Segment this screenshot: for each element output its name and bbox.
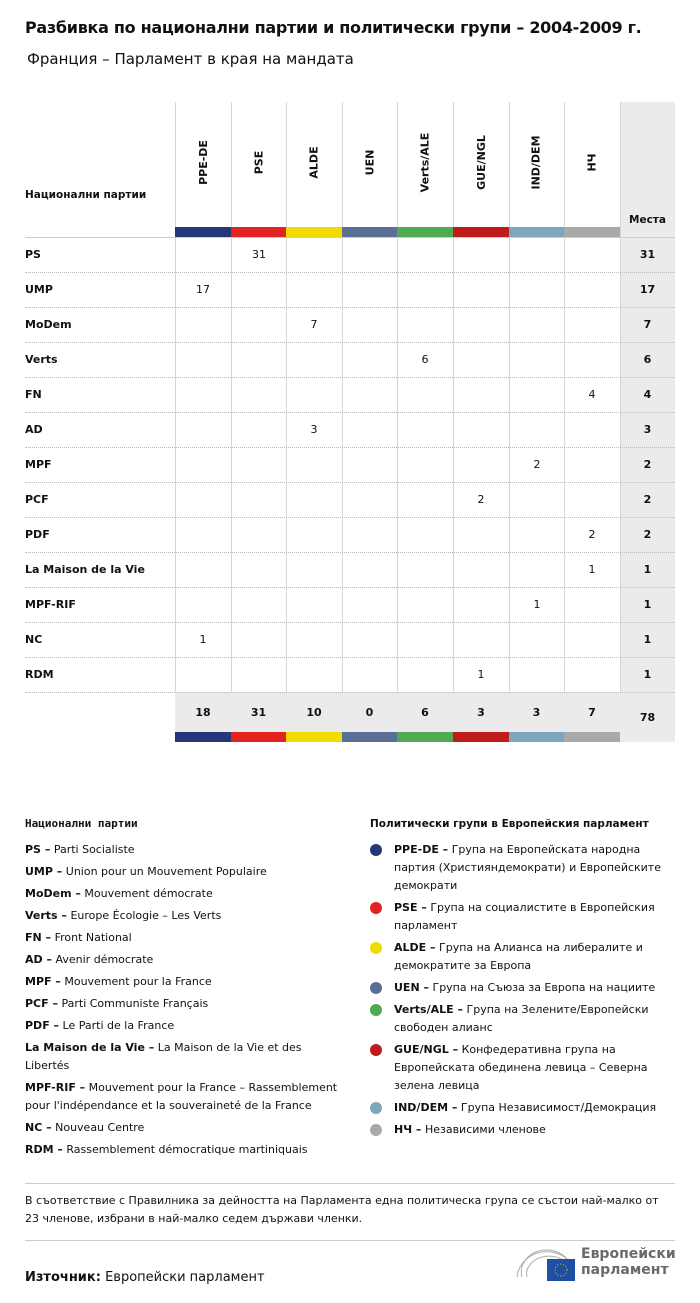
- group-total: 3: [532, 705, 541, 719]
- row-divider: [25, 692, 675, 693]
- party-name: Le Parti de la France: [62, 1019, 175, 1032]
- source-value: Европейски парламент: [105, 1270, 265, 1285]
- group-dot-icon: [370, 902, 382, 914]
- party-label: PS: [25, 248, 41, 261]
- row-divider: [25, 447, 675, 448]
- group-header-label: PPE-DE: [196, 139, 210, 185]
- seat-value: 1: [588, 563, 596, 576]
- party-abbr: AD –: [25, 953, 52, 966]
- group-header: [231, 102, 286, 222]
- group-color-bar: [286, 227, 342, 237]
- party-abbr: MoDem –: [25, 887, 81, 900]
- group-header: [509, 102, 564, 222]
- party-total: 1: [643, 598, 652, 611]
- group-name: Група на Съюза за Европа на нациите: [432, 981, 656, 994]
- legend-group-item: [370, 1121, 680, 1139]
- legend-party-item: [25, 885, 345, 903]
- legend-party-item: [25, 995, 345, 1013]
- legend-party-item: [25, 1039, 345, 1075]
- party-name: Mouvement démocrate: [84, 887, 213, 900]
- group-dot-icon: [370, 1004, 382, 1016]
- group-name: Конфедеративна група на Европейската обединена левица – Северна зелена левица: [394, 1043, 648, 1092]
- party-label: AD: [25, 423, 43, 436]
- group-abbr: UEN –: [394, 981, 429, 994]
- row-header: Национални партии: [25, 189, 147, 201]
- group-header-label: ALDE: [307, 145, 321, 179]
- party-total: 31: [639, 248, 656, 261]
- footnote: В съответствие с Правилника за дейността на Парламента една политическа група се състои най-малко от 23 членове, избрани в най-малко седем държави членки.: [25, 1183, 675, 1241]
- legend-parties: [25, 815, 345, 1163]
- group-name: Група на Европейската народна партия (Християндемократи) и Европейските демократи: [394, 843, 661, 892]
- seat-value: 3: [310, 423, 318, 436]
- party-abbr: MPF –: [25, 975, 61, 988]
- page-title: Разбивка по национални партии и политически групи – 2004-2009 г.: [25, 18, 642, 37]
- party-label: MPF: [25, 458, 52, 471]
- party-name: La Maison de la Vie et des Libertés: [25, 1041, 302, 1072]
- group-abbr: IND/DEM –: [394, 1101, 458, 1114]
- group-name: Група на Алианса на либералите и демократите за Европа: [394, 941, 643, 972]
- party-total: 17: [639, 283, 656, 296]
- group-desc: [394, 1121, 546, 1139]
- row-divider: [25, 482, 675, 483]
- party-abbr: PS –: [25, 843, 51, 856]
- group-color-bar: [453, 227, 509, 237]
- party-total: 1: [643, 563, 652, 576]
- row-divider: [25, 307, 675, 308]
- group-header: [453, 102, 509, 222]
- party-label: UMP: [25, 283, 53, 296]
- group-name: Независими членове: [424, 1123, 546, 1136]
- group-abbr: НЧ –: [394, 1123, 422, 1136]
- legend-group-item: [370, 979, 680, 997]
- group-name: Група на Зелените/Европейски свободен алианс: [394, 1003, 649, 1034]
- row-divider: [25, 342, 675, 343]
- group-total: 3: [477, 705, 485, 719]
- group-color-bar: [564, 227, 620, 237]
- seat-value: 17: [196, 283, 210, 296]
- party-label: NC: [25, 633, 43, 646]
- party-label: La Maison de la Vie: [25, 563, 145, 576]
- seat-value: 6: [421, 353, 429, 366]
- group-color-bar-bottom: [509, 732, 564, 742]
- legend-party-item: [25, 907, 345, 925]
- legend-party-item: [25, 1119, 345, 1137]
- party-name: Union pour un Mouvement Populaire: [65, 865, 267, 878]
- group-desc: [394, 899, 680, 935]
- party-abbr: La Maison de la Vie –: [25, 1041, 155, 1054]
- group-color-bar-bottom: [397, 732, 453, 742]
- group-desc: [394, 1099, 656, 1117]
- party-abbr: MPF-RIF –: [25, 1081, 86, 1094]
- seat-value: 31: [252, 248, 266, 261]
- group-abbr: PPE-DE –: [394, 843, 449, 856]
- group-desc: [394, 939, 680, 975]
- party-name: Front National: [54, 931, 132, 944]
- party-abbr: RDM –: [25, 1143, 63, 1156]
- group-header: [286, 102, 342, 222]
- source-label: Източник:: [25, 1270, 101, 1285]
- legend-groups-heading: Политически групи в Европейския парламент: [370, 818, 649, 830]
- party-abbr: UMP –: [25, 865, 63, 878]
- legend-groups: [370, 815, 680, 1143]
- group-dot-icon: [370, 982, 382, 994]
- party-name: Nouveau Centre: [55, 1121, 145, 1134]
- group-header-label: Verts/ALE: [418, 132, 432, 192]
- party-name: Parti Socialiste: [53, 843, 135, 856]
- row-divider: [25, 657, 675, 658]
- group-dot-icon: [370, 1044, 382, 1056]
- group-header-label: GUE/NGL: [474, 134, 488, 190]
- group-header-label: НЧ: [585, 152, 599, 172]
- group-header: [175, 102, 231, 222]
- legend-party-item: [25, 951, 345, 969]
- group-dot-icon: [370, 942, 382, 954]
- group-color-bar: [509, 227, 564, 237]
- seat-value: 1: [533, 598, 541, 611]
- seat-value: 2: [533, 458, 541, 471]
- group-total: 10: [306, 705, 322, 719]
- seat-value: 2: [477, 493, 485, 506]
- group-total: 7: [588, 705, 596, 719]
- legend-group-item: [370, 1041, 680, 1095]
- group-desc: [394, 841, 680, 895]
- party-abbr: FN –: [25, 931, 52, 944]
- seats-header: Места: [629, 214, 666, 226]
- group-total: 31: [250, 705, 267, 719]
- source: [25, 1270, 265, 1285]
- group-desc: [394, 1001, 680, 1037]
- group-color-bar: [342, 227, 397, 237]
- row-divider: [25, 412, 675, 413]
- legend-group-item: [370, 1001, 680, 1037]
- legend-group-item: [370, 899, 680, 935]
- party-name: Mouvement pour la France: [64, 975, 212, 988]
- party-name: Avenir démocrate: [55, 953, 154, 966]
- party-total: 3: [643, 423, 652, 436]
- seat-value: 7: [310, 318, 318, 331]
- party-name: Parti Communiste Français: [61, 997, 209, 1010]
- party-label: PCF: [25, 493, 49, 506]
- legend-parties-heading: Национални партии: [25, 817, 138, 830]
- legend-party-item: [25, 1017, 345, 1035]
- group-dot-icon: [370, 1124, 382, 1136]
- group-header: [397, 102, 453, 222]
- legend-party-item: [25, 929, 345, 947]
- row-divider: [25, 622, 675, 623]
- group-color-bar-bottom: [175, 732, 231, 742]
- group-header-label: UEN: [363, 149, 376, 175]
- group-name: Група на социалистите в Европейския парламент: [394, 901, 655, 932]
- row-divider: [25, 237, 675, 238]
- party-abbr: Verts –: [25, 909, 67, 922]
- party-abbr: PDF –: [25, 1019, 60, 1032]
- logo-text-1: Европейски: [581, 1246, 676, 1262]
- row-divider: [25, 272, 675, 273]
- legend-party-item: [25, 1141, 345, 1159]
- party-label: RDM: [25, 668, 54, 681]
- group-color-bar-bottom: [564, 732, 620, 742]
- party-total: 4: [643, 388, 652, 401]
- party-name: Europe Écologie – Les Verts: [70, 909, 222, 922]
- group-color-bar-bottom: [342, 732, 397, 742]
- grand-total: 78: [639, 710, 656, 724]
- legend-party-item: [25, 841, 345, 859]
- party-label: MPF-RIF: [25, 598, 76, 611]
- group-total: 0: [365, 705, 374, 719]
- group-header: [342, 102, 397, 222]
- party-total: 2: [643, 493, 652, 506]
- group-color-bar: [175, 227, 231, 237]
- party-total: 2: [643, 528, 652, 541]
- party-total: 1: [643, 668, 652, 681]
- group-desc: [394, 1041, 680, 1095]
- row-divider: [25, 587, 675, 588]
- group-abbr: ALDE –: [394, 941, 436, 954]
- party-abbr: PCF –: [25, 997, 58, 1010]
- group-color-bar: [397, 227, 453, 237]
- party-name: Mouvement pour la France – Rassemblement pour l'indépendance et la souveraineté de la France: [25, 1081, 338, 1112]
- party-total: 7: [643, 318, 652, 331]
- group-abbr: PSE –: [394, 901, 427, 914]
- group-dot-icon: [370, 844, 382, 856]
- party-label: MoDem: [25, 318, 72, 331]
- group-name: Група Независимост/Демокрация: [460, 1101, 657, 1114]
- party-label: Verts: [25, 353, 58, 366]
- seat-value: 2: [588, 528, 596, 541]
- group-color-bar-bottom: [231, 732, 286, 742]
- party-total: 2: [643, 458, 652, 471]
- party-label: PDF: [25, 528, 50, 541]
- legend-group-item: [370, 1099, 680, 1117]
- group-color-bar-bottom: [453, 732, 509, 742]
- group-total: 6: [421, 705, 429, 719]
- group-header: [564, 102, 620, 222]
- seat-value: 1: [477, 668, 485, 681]
- party-label: FN: [25, 388, 42, 401]
- seat-value: 4: [588, 388, 596, 401]
- group-header-label: PSE: [252, 150, 265, 174]
- group-abbr: GUE/NGL –: [394, 1043, 459, 1056]
- legend-party-item: [25, 1079, 345, 1115]
- parliament-hemicycle-icon: [513, 1243, 575, 1281]
- group-dot-icon: [370, 1102, 382, 1114]
- party-total: 1: [643, 633, 652, 646]
- group-total: 18: [195, 705, 211, 719]
- legend-party-item: [25, 863, 345, 881]
- party-abbr: NC –: [25, 1121, 52, 1134]
- group-color-bar: [231, 227, 286, 237]
- group-header-label: IND/DEM: [529, 134, 543, 190]
- legend-group-item: [370, 939, 680, 975]
- ep-logo: [513, 1243, 676, 1281]
- page-subtitle: Франция – Парламент в края на мандата: [27, 50, 354, 68]
- legend-party-item: [25, 973, 345, 991]
- legend-group-item: [370, 841, 680, 895]
- group-color-bar-bottom: [286, 732, 342, 742]
- group-desc: [394, 979, 655, 997]
- seat-value: 1: [199, 633, 207, 646]
- party-total: 6: [643, 353, 652, 366]
- logo-text-2: парламент: [581, 1262, 669, 1278]
- group-abbr: Verts/ALE –: [394, 1003, 463, 1016]
- party-name: Rassemblement démocratique martiniquais: [66, 1143, 308, 1156]
